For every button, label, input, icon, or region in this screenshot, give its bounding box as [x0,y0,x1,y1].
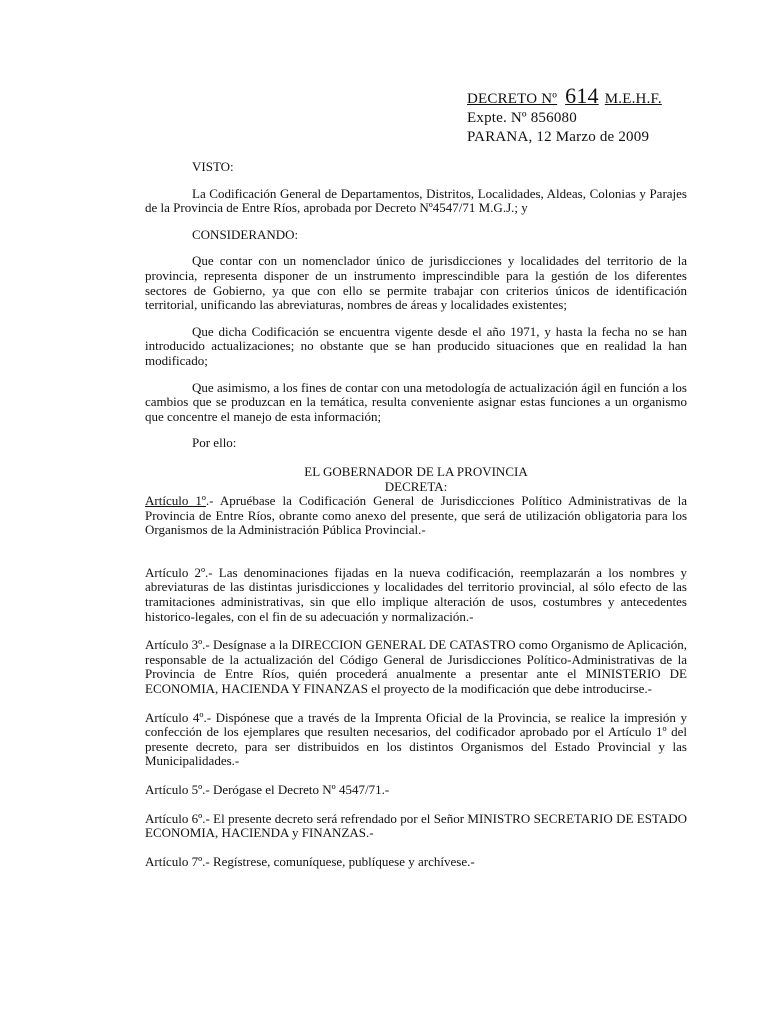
considerando-label: CONSIDERANDO: [192,226,299,242]
articulo-1-text: .- Apruébase la Codificación General de Jurisdicciones Político Administrativas de la Provincia de Entre Ríos, obrante como anexo del presente, que será de utilización obligatoria para los Organismos de la Administración Pública Provincial.- [145,493,687,538]
considerando-paragraph-1: Que contar con un nomenclador único de jurisdicciones y localidades del territorio de la provincia, representa disponer de un instrumento imprescindible para la gestión de los diferentes sectores de Gobierno, ya que con ello se permite trabajar con criterios únicos de identificación territorial, unificando las abreviaturas, nombres de áreas y localidades existentes; [145,253,687,313]
gobernador-heading: EL GOBERNADOR DE LA PROVINCIA [304,463,528,479]
decree-body [145,160,687,869]
decree-suffix: M.E.H.F. [604,91,662,107]
articulo-3 [145,638,687,696]
place-date: PARANA, 12 Marzo de 2009 [467,129,650,145]
considerando-paragraph-2: Que dicha Codificación se encuentra vigente desde el año 1971, y hasta la fecha no se han introducido actualizaciones; no obstante que se han producido situaciones que en realidad la han modificado; [145,323,687,368]
articulo-2 [145,566,687,624]
decree-label: DECRETO Nº [467,91,558,107]
articulo-4-text: Dispónese que a través de la Imprenta Oficial de la Provincia, se realice la impresión y confección de los ejemplares que resulten necesarios, del codificador aprobado por el Artículo 1º del presente decreto, para ser distribuidos en los distintos Organismos del Estado Provincial y las Municipalidades.- [145,709,687,769]
articulo-2-text: Las denominaciones fijadas en la nueva codificación, reemplazarán a los nombres y abreviaturas de las distintas jurisdicciones y localidades del territorio provincial, al sólo efecto de las tramitaciones administrativas, sin que ello implique alteración de usos, costumbres y antecedentes historico-legales, con el fin de su adecuación y normalización.- [145,564,687,624]
articulo-5 [145,783,687,798]
articulo-6-label: Artículo 6º.- [145,810,210,826]
decreta-heading: DECRETA: [384,478,448,494]
articulo-4-label: Artículo 4º.- [145,709,212,725]
por-ello: Por ello: [192,435,237,451]
articulo-3-text: Desígnase a la DIRECCION GENERAL DE CATASTRO como Organismo de Aplicación, responsable de la actualización del Código General de Jurisdicciones Político-Administrativas de la Provincia de Entre Ríos, quién procederá anualmente a presentar ante el MINISTERIO DE ECONOMIA, HACIENDA Y FINANZAS el proyecto de la modificación que debe introducirse.- [145,637,687,697]
articulo-5-label: Artículo 5º.- [145,782,210,797]
decree-title [467,83,757,109]
articulo-2-label: Artículo 2º.- [145,564,213,580]
articulo-3-label: Artículo 3º.- [145,637,210,653]
articulo-7-text: Regístrese, comuníquese, publíquese y archívese.- [209,853,475,869]
articulo-4 [145,711,687,769]
decree-number: 614 [565,83,599,108]
considerando-paragraph-3: Que asimismo, a los fines de contar con una metodología de actualización ágil en función a los cambios que se produzcan en la temática, resulta conveniente asignar estas funciones a un organismo que concentre el manejo de esta información; [145,379,687,424]
articulo-7-label: Artículo 7º.- [145,853,210,869]
visto-text: La Codificación General de Departamentos, Distritos, Localidades, Aldeas, Colonias y Parajes de la Provincia de Entre Ríos, aprobada por Decreto Nº4547/71 M.G.J.; y [145,185,687,216]
articulo-6-text: El presente decreto será refrendado por el Señor MINISTRO SECRETARIO DE ESTADO ECONOMIA, HACIENDA y FINANZAS.- [145,810,687,841]
articulo-6 [145,812,687,841]
articulo-1-label: Artículo 1º [145,493,206,509]
decree-header [467,83,757,147]
articulo-1 [145,494,687,538]
visto-label: VISTO: [192,159,234,174]
articulo-5-text: Derógase el Decreto Nº 4547/71.- [209,782,390,797]
articulo-7 [145,855,687,870]
expediente: Expte. Nº 856080 [467,110,577,126]
